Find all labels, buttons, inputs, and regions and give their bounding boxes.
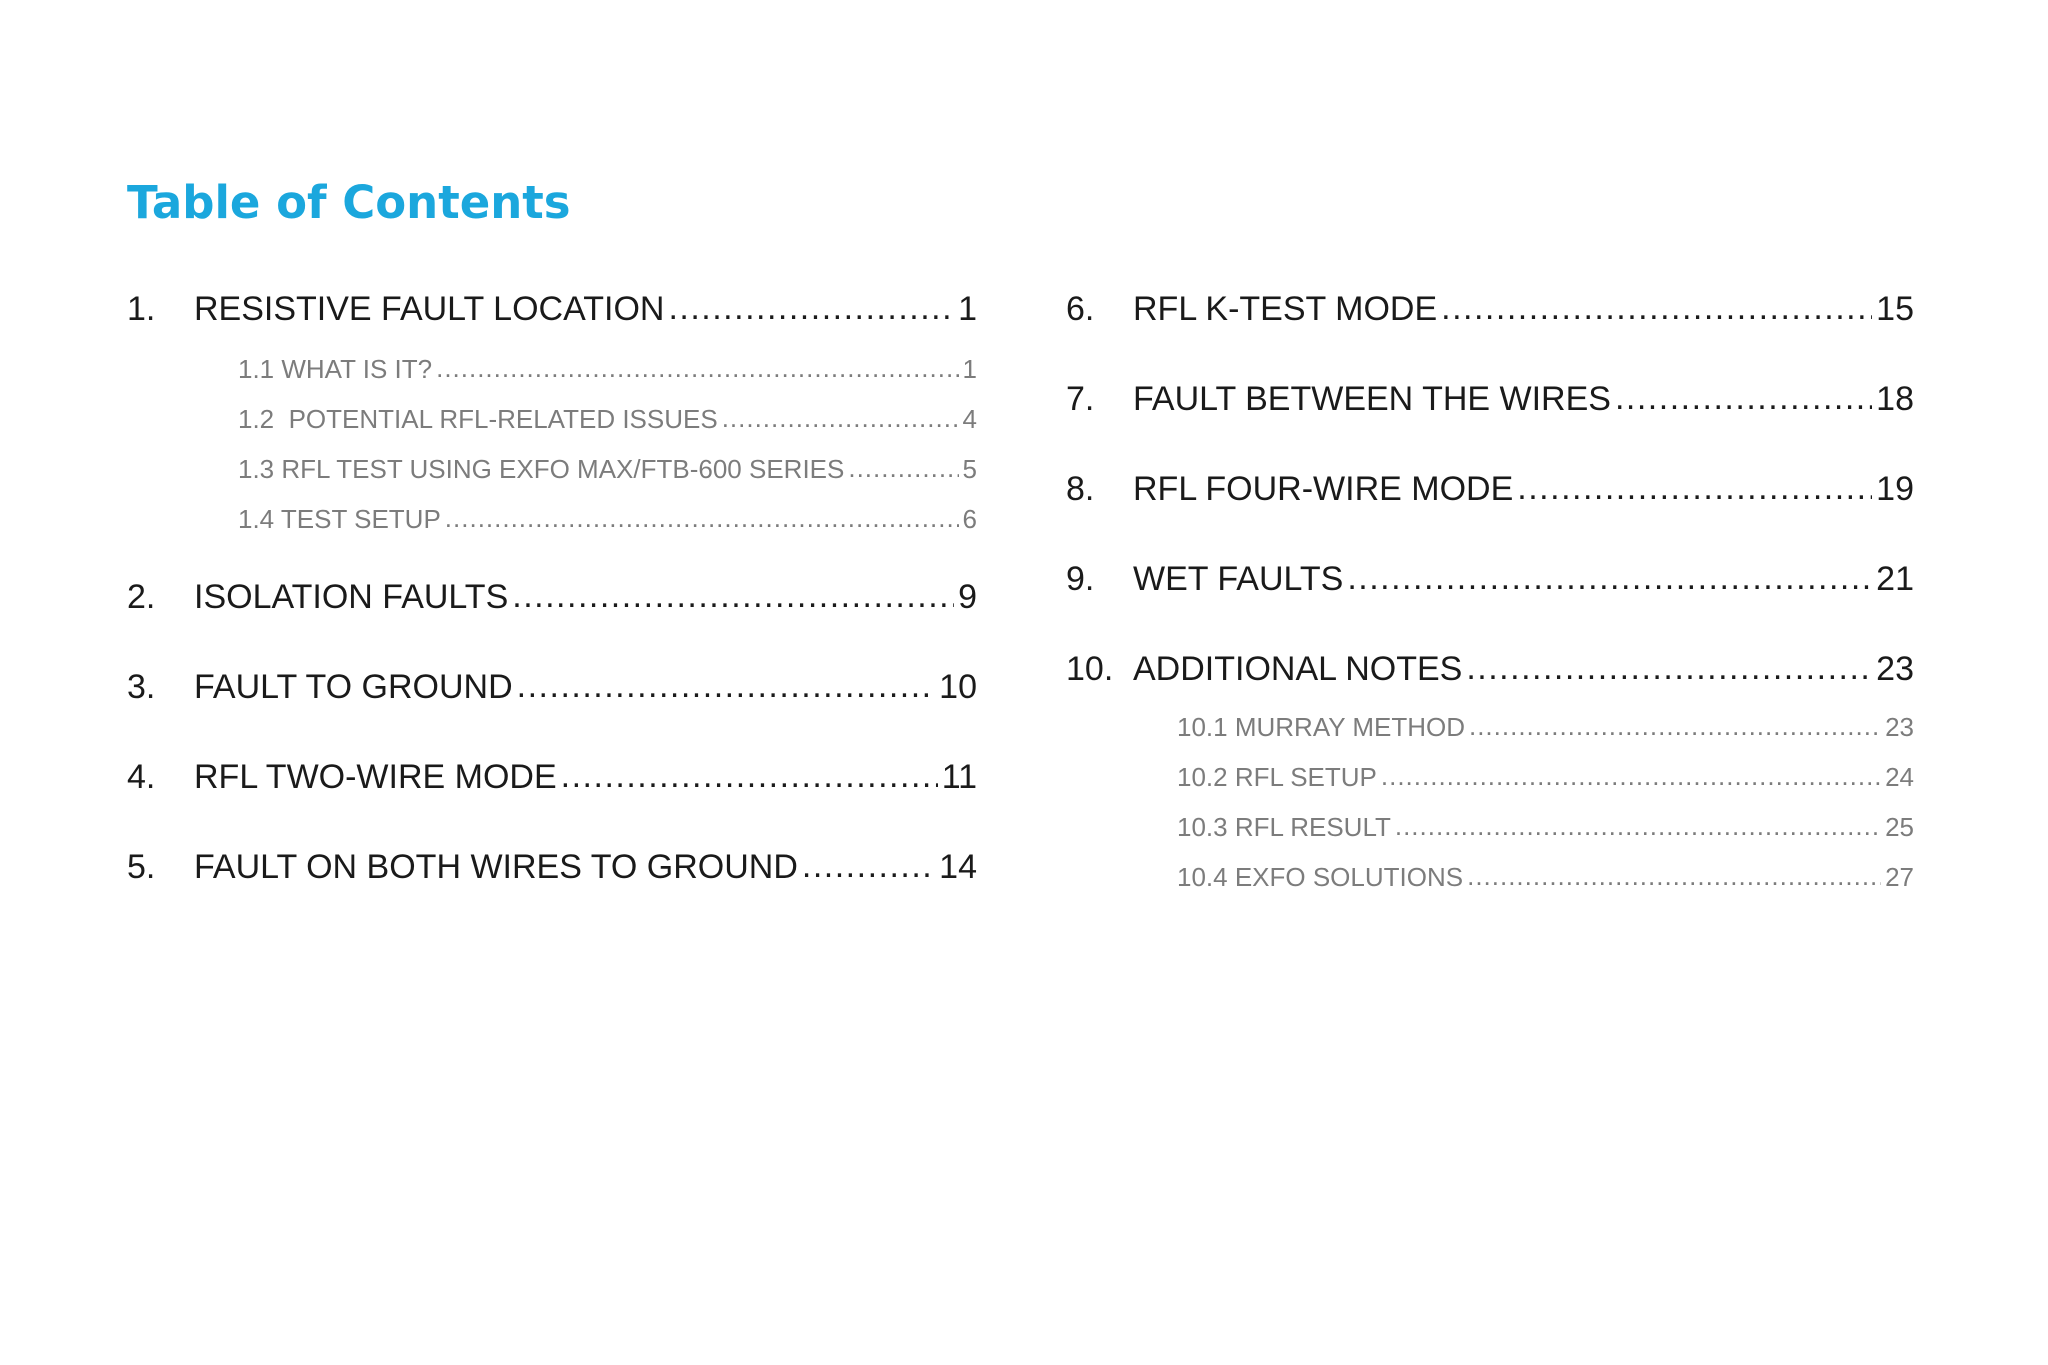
subentry-label: 10.3 RFL RESULT	[1177, 812, 1391, 842]
toc-subentry[interactable]	[238, 454, 977, 488]
dot-leader	[1381, 761, 1881, 792]
toc-entry[interactable]	[127, 290, 977, 334]
subentry-page: 24	[1885, 762, 1914, 792]
dot-leader	[1347, 559, 1872, 598]
toc-subentry[interactable]	[1177, 762, 1914, 796]
dot-leader	[517, 667, 936, 706]
toc-entry[interactable]	[127, 758, 977, 802]
entry-number: 8.	[1066, 470, 1095, 508]
toc-entry[interactable]	[1066, 470, 1914, 514]
entry-label: ISOLATION FAULTS	[194, 578, 509, 616]
dot-leader	[1469, 711, 1881, 742]
entry-number: 3.	[127, 668, 156, 706]
dot-leader	[848, 453, 958, 484]
subentry-label: 1.1 WHAT IS IT?	[238, 354, 433, 384]
toc-entry[interactable]	[127, 668, 977, 712]
entry-number: 5.	[127, 848, 156, 886]
toc-entry[interactable]	[1066, 290, 1914, 334]
subentry-label: 10.4 EXFO SOLUTIONS	[1177, 862, 1464, 892]
entry-label: WET FAULTS	[1133, 560, 1344, 598]
entry-number: 1.	[127, 290, 156, 328]
entry-number: 2.	[127, 578, 156, 616]
entry-page: 9	[958, 578, 977, 616]
entry-page: 18	[1876, 380, 1914, 418]
entry-label: RFL K-TEST MODE	[1133, 290, 1438, 328]
page-title: Table of Contents	[127, 176, 571, 229]
toc-subentry[interactable]	[1177, 862, 1914, 896]
toc-entry[interactable]	[1066, 560, 1914, 604]
toc-subentry[interactable]	[1177, 812, 1914, 846]
toc-subentry[interactable]	[238, 504, 977, 538]
entry-page: 10	[939, 668, 977, 706]
subentry-label: 1.2 POTENTIAL RFL-RELATED ISSUES	[238, 404, 718, 434]
subentry-page: 23	[1885, 712, 1914, 742]
dot-leader	[1467, 861, 1881, 892]
dot-leader	[512, 577, 954, 616]
dot-leader	[1395, 811, 1881, 842]
entry-page: 14	[939, 848, 977, 886]
subentry-label: 1.3 RFL TEST USING EXFO MAX/FTB-600 SERIES	[238, 454, 845, 484]
entry-page: 1	[958, 290, 977, 328]
entry-page: 15	[1876, 290, 1914, 328]
toc-entry[interactable]	[127, 848, 977, 892]
subentry-page: 27	[1885, 862, 1914, 892]
subentry-page: 1	[962, 354, 977, 384]
entry-label: FAULT TO GROUND	[194, 668, 513, 706]
dot-leader	[436, 353, 958, 384]
toc-entry[interactable]	[1066, 380, 1914, 424]
entry-number: 6.	[1066, 290, 1095, 328]
entry-number: 7.	[1066, 380, 1095, 418]
entry-label: FAULT BETWEEN THE WIRES	[1133, 380, 1611, 418]
entry-page: 21	[1876, 560, 1914, 598]
toc-entry[interactable]	[127, 578, 977, 622]
dot-leader	[1517, 469, 1872, 508]
subentry-page: 6	[962, 504, 977, 534]
entry-page: 11	[941, 758, 977, 796]
entry-number: 10.	[1066, 650, 1114, 688]
entry-label: RFL FOUR-WIRE MODE	[1133, 470, 1514, 508]
entry-page: 23	[1876, 650, 1914, 688]
entry-page: 19	[1876, 470, 1914, 508]
toc-subentry[interactable]	[238, 354, 977, 388]
entry-number: 4.	[127, 758, 156, 796]
dot-leader	[1441, 289, 1872, 328]
dot-leader	[1615, 379, 1872, 418]
subentry-page: 25	[1885, 812, 1914, 842]
dot-leader	[1466, 649, 1872, 688]
dot-leader	[802, 847, 935, 886]
entry-label: FAULT ON BOTH WIRES TO GROUND	[194, 848, 798, 886]
subentry-label: 1.4 TEST SETUP	[238, 504, 441, 534]
entry-label: RESISTIVE FAULT LOCATION	[194, 290, 665, 328]
dot-leader	[722, 403, 959, 434]
subentry-label: 10.2 RFL SETUP	[1177, 762, 1377, 792]
toc-subentry[interactable]	[1177, 712, 1914, 746]
subentry-page: 5	[962, 454, 977, 484]
subentry-page: 4	[962, 404, 977, 434]
entry-number: 9.	[1066, 560, 1095, 598]
dot-leader	[445, 503, 959, 534]
subentry-label: 10.1 MURRAY METHOD	[1177, 712, 1465, 742]
entry-label: RFL TWO-WIRE MODE	[194, 758, 557, 796]
toc-entry[interactable]	[1066, 650, 1914, 694]
entry-label: ADDITIONAL NOTES	[1133, 650, 1463, 688]
dot-leader	[668, 289, 954, 328]
toc-subentry[interactable]	[238, 404, 977, 438]
dot-leader	[561, 757, 938, 796]
